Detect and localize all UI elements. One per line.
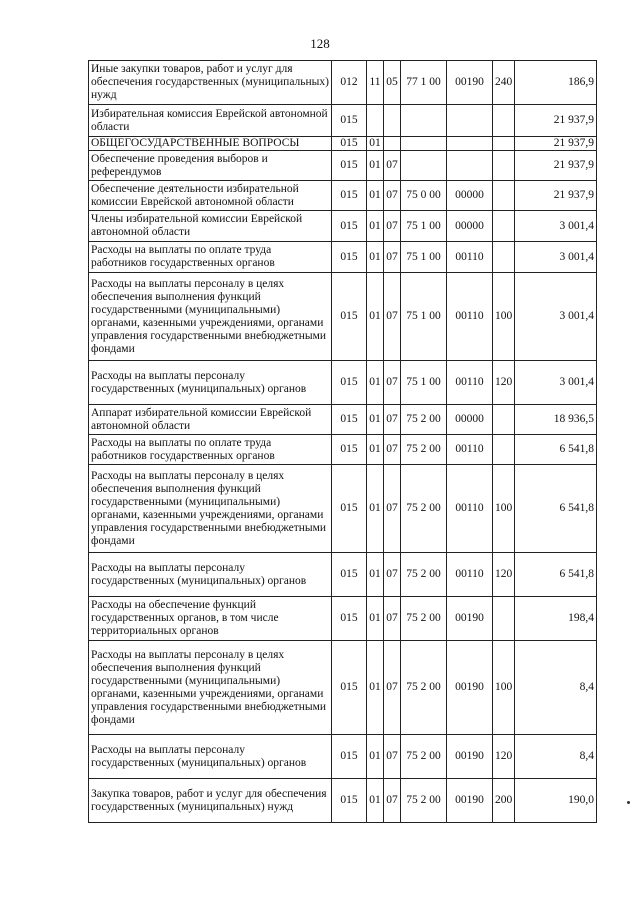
podrazdel-code: 07 <box>384 151 401 181</box>
razdel-code: 01 <box>367 641 384 735</box>
table-row <box>89 181 597 211</box>
direction-code <box>447 137 493 151</box>
target-article-code <box>401 105 447 137</box>
amount: 21 937,9 <box>515 181 597 211</box>
direction-code: 00000 <box>447 181 493 211</box>
expense-type-code <box>493 435 515 465</box>
target-article-code: 75 2 00 <box>401 735 447 779</box>
amount: 21 937,9 <box>515 137 597 151</box>
table-row <box>89 465 597 553</box>
expense-type-code <box>493 242 515 273</box>
row-name: Иные закупки товаров, работ и услуг для обеспечения государственных (муниципальных) нужд <box>89 61 332 105</box>
target-article-code: 75 2 00 <box>401 405 447 435</box>
podrazdel-code: 07 <box>384 405 401 435</box>
direction-code <box>447 105 493 137</box>
podrazdel-code <box>384 137 401 151</box>
target-article-code: 75 2 00 <box>401 465 447 553</box>
row-name: Расходы на выплаты персоналу государственных (муниципальных) органов <box>89 361 332 405</box>
glava-code: 015 <box>332 361 367 405</box>
podrazdel-code: 07 <box>384 435 401 465</box>
razdel-code: 01 <box>367 181 384 211</box>
direction-code: 00000 <box>447 405 493 435</box>
amount: 21 937,9 <box>515 151 597 181</box>
target-article-code: 75 2 00 <box>401 435 447 465</box>
glava-code: 015 <box>332 242 367 273</box>
row-name: ОБЩЕГОСУДАРСТВЕННЫЕ ВОПРОСЫ <box>89 137 332 151</box>
amount: 21 937,9 <box>515 105 597 137</box>
amount: 6 541,8 <box>515 553 597 597</box>
razdel-code: 01 <box>367 211 384 242</box>
podrazdel-code: 07 <box>384 553 401 597</box>
direction-code: 00190 <box>447 597 493 641</box>
budget-table <box>88 60 597 823</box>
row-name: Расходы на выплаты по оплате труда работников государственных органов <box>89 435 332 465</box>
podrazdel-code: 07 <box>384 779 401 823</box>
table-row <box>89 211 597 242</box>
expense-type-code <box>493 181 515 211</box>
amount: 186,9 <box>515 61 597 105</box>
razdel-code: 01 <box>367 553 384 597</box>
expense-type-code <box>493 105 515 137</box>
podrazdel-code: 07 <box>384 211 401 242</box>
glava-code: 015 <box>332 779 367 823</box>
direction-code <box>447 151 493 181</box>
glava-code: 015 <box>332 273 367 361</box>
table-row <box>89 735 597 779</box>
amount: 3 001,4 <box>515 361 597 405</box>
glava-code: 015 <box>332 597 367 641</box>
target-article-code: 75 2 00 <box>401 641 447 735</box>
row-name: Расходы на выплаты персоналу государственных (муниципальных) органов <box>89 735 332 779</box>
expense-type-code: 100 <box>493 273 515 361</box>
razdel-code <box>367 105 384 137</box>
table-row <box>89 405 597 435</box>
table-row <box>89 105 597 137</box>
target-article-code: 75 2 00 <box>401 779 447 823</box>
amount: 3 001,4 <box>515 242 597 273</box>
table-row <box>89 597 597 641</box>
table-row <box>89 779 597 823</box>
razdel-code: 01 <box>367 405 384 435</box>
podrazdel-code: 07 <box>384 597 401 641</box>
direction-code: 00190 <box>447 61 493 105</box>
expense-type-code: 100 <box>493 641 515 735</box>
podrazdel-code: 07 <box>384 181 401 211</box>
row-name: Расходы на выплаты персоналу в целях обеспечения выполнения функций государственными (муниципальными) органами, казенными учреждениями, органами управления государственными внебюджетными фондами <box>89 465 332 553</box>
direction-code: 00110 <box>447 435 493 465</box>
scan-speck <box>627 801 630 804</box>
row-name: Расходы на выплаты персоналу в целях обеспечения выполнения функций государственными (муниципальными) органами, казенными учреждениями, органами управления государственными внебюджетными фондами <box>89 273 332 361</box>
expense-type-code: 100 <box>493 465 515 553</box>
razdel-code: 01 <box>367 361 384 405</box>
direction-code: 00110 <box>447 273 493 361</box>
table-row <box>89 435 597 465</box>
expense-type-code: 120 <box>493 361 515 405</box>
razdel-code: 01 <box>367 137 384 151</box>
glava-code: 015 <box>332 151 367 181</box>
table-body <box>89 61 597 823</box>
expense-type-code: 120 <box>493 553 515 597</box>
podrazdel-code: 05 <box>384 61 401 105</box>
expense-type-code: 240 <box>493 61 515 105</box>
target-article-code: 75 1 00 <box>401 211 447 242</box>
direction-code: 00190 <box>447 735 493 779</box>
direction-code: 00000 <box>447 211 493 242</box>
podrazdel-code <box>384 105 401 137</box>
row-name: Обеспечение проведения выборов и референдумов <box>89 151 332 181</box>
row-name: Члены избирательной комиссии Еврейской автономной области <box>89 211 332 242</box>
row-name: Расходы на выплаты персоналу в целях обеспечения выполнения функций государственными (муниципальными) органами, казенными учреждениями, органами управления государственными внебюджетными фондами <box>89 641 332 735</box>
podrazdel-code: 07 <box>384 735 401 779</box>
target-article-code: 77 1 00 <box>401 61 447 105</box>
expense-type-code: 120 <box>493 735 515 779</box>
target-article-code: 75 1 00 <box>401 273 447 361</box>
target-article-code: 75 2 00 <box>401 597 447 641</box>
razdel-code: 01 <box>367 273 384 361</box>
table-row <box>89 242 597 273</box>
row-name: Расходы на выплаты персоналу государственных (муниципальных) органов <box>89 553 332 597</box>
row-name: Избирательная комиссия Еврейской автономной области <box>89 105 332 137</box>
razdel-code: 01 <box>367 151 384 181</box>
row-name: Закупка товаров, работ и услуг для обеспечения государственных (муниципальных) нужд <box>89 779 332 823</box>
row-name: Расходы на обеспечение функций государственных органов, в том числе территориальных органов <box>89 597 332 641</box>
glava-code: 015 <box>332 435 367 465</box>
glava-code: 015 <box>332 553 367 597</box>
amount: 8,4 <box>515 735 597 779</box>
podrazdel-code: 07 <box>384 361 401 405</box>
table-row <box>89 273 597 361</box>
target-article-code: 75 0 00 <box>401 181 447 211</box>
table-row <box>89 61 597 105</box>
amount: 3 001,4 <box>515 273 597 361</box>
amount: 6 541,8 <box>515 435 597 465</box>
table-row <box>89 151 597 181</box>
expense-type-code <box>493 405 515 435</box>
amount: 198,4 <box>515 597 597 641</box>
glava-code: 015 <box>332 105 367 137</box>
direction-code: 00110 <box>447 553 493 597</box>
table-row <box>89 361 597 405</box>
page-number: 128 <box>310 36 330 51</box>
expense-type-code: 200 <box>493 779 515 823</box>
direction-code: 00110 <box>447 465 493 553</box>
glava-code: 015 <box>332 735 367 779</box>
amount: 3 001,4 <box>515 211 597 242</box>
row-name: Обеспечение деятельности избирательной комиссии Еврейской автономной области <box>89 181 332 211</box>
direction-code: 00190 <box>447 641 493 735</box>
expense-type-code <box>493 151 515 181</box>
expense-type-code <box>493 597 515 641</box>
razdel-code: 01 <box>367 735 384 779</box>
amount: 6 541,8 <box>515 465 597 553</box>
row-name: Расходы на выплаты по оплате труда работников государственных органов <box>89 242 332 273</box>
glava-code: 015 <box>332 405 367 435</box>
podrazdel-code: 07 <box>384 465 401 553</box>
razdel-code: 01 <box>367 597 384 641</box>
amount: 8,4 <box>515 641 597 735</box>
row-name: Аппарат избирательной комиссии Еврейской автономной области <box>89 405 332 435</box>
podrazdel-code: 07 <box>384 242 401 273</box>
razdel-code: 01 <box>367 435 384 465</box>
podrazdel-code: 07 <box>384 273 401 361</box>
target-article-code <box>401 151 447 181</box>
direction-code: 00190 <box>447 779 493 823</box>
target-article-code: 75 1 00 <box>401 242 447 273</box>
table-row <box>89 641 597 735</box>
podrazdel-code: 07 <box>384 641 401 735</box>
glava-code: 015 <box>332 465 367 553</box>
expense-type-code <box>493 211 515 242</box>
target-article-code: 75 2 00 <box>401 553 447 597</box>
target-article-code: 75 1 00 <box>401 361 447 405</box>
razdel-code: 01 <box>367 779 384 823</box>
razdel-code: 11 <box>367 61 384 105</box>
razdel-code: 01 <box>367 242 384 273</box>
glava-code: 012 <box>332 61 367 105</box>
glava-code: 015 <box>332 211 367 242</box>
table-row <box>89 553 597 597</box>
razdel-code: 01 <box>367 465 384 553</box>
amount: 190,0 <box>515 779 597 823</box>
direction-code: 00110 <box>447 361 493 405</box>
target-article-code <box>401 137 447 151</box>
glava-code: 015 <box>332 641 367 735</box>
glava-code: 015 <box>332 181 367 211</box>
amount: 18 936,5 <box>515 405 597 435</box>
expense-type-code <box>493 137 515 151</box>
direction-code: 00110 <box>447 242 493 273</box>
glava-code: 015 <box>332 137 367 151</box>
table-row <box>89 137 597 151</box>
